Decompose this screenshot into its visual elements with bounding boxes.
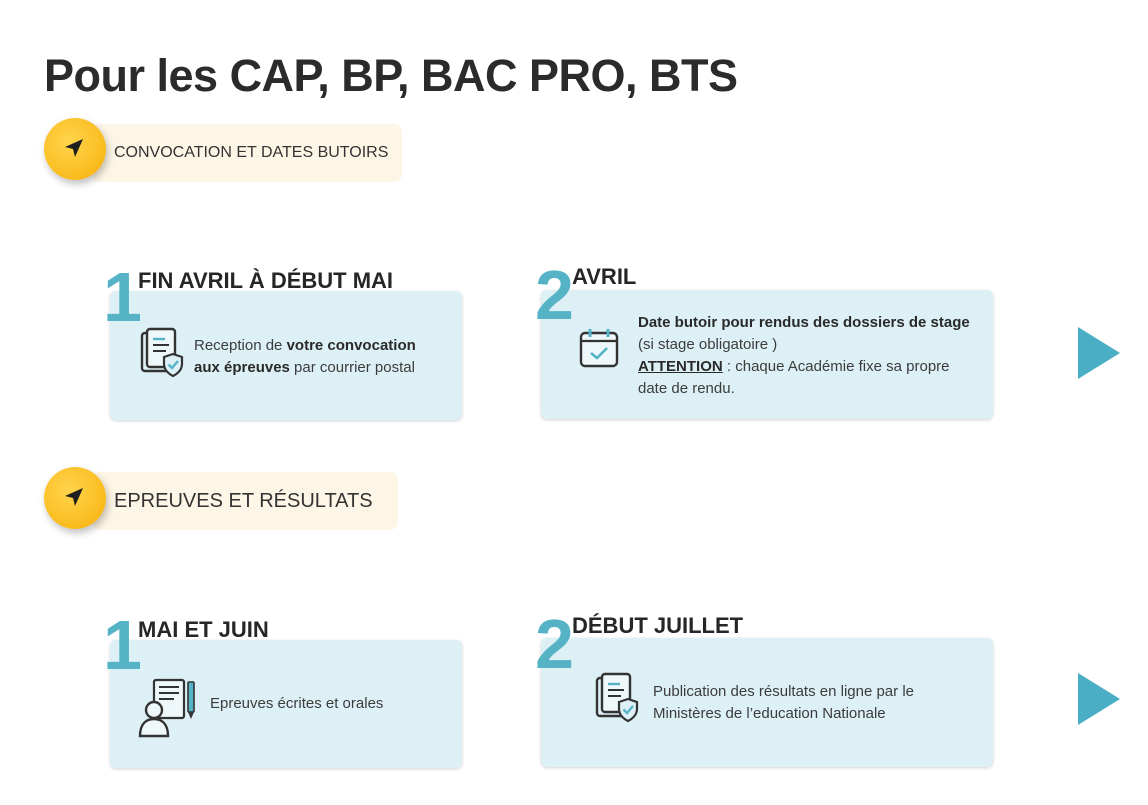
next-triangle-icon[interactable] <box>1078 673 1120 725</box>
section-badge <box>44 467 106 529</box>
document-shield-icon <box>138 327 186 379</box>
section-label: EPREUVES ET RÉSULTATS <box>114 490 373 512</box>
step-title: DÉBUT JUILLET <box>572 613 744 638</box>
step-title: FIN AVRIL À DÉBUT MAI <box>138 268 394 293</box>
step-number: 1 <box>103 258 142 336</box>
step-number: 1 <box>103 606 142 684</box>
step-description: Date butoir pour rendus des dossiers de stage (si stage obligatoire ) ATTENTION : chaque Académie fixe sa propre date de rendu. <box>638 314 970 397</box>
exam-person-icon <box>136 674 200 738</box>
next-triangle-icon[interactable] <box>1078 327 1120 379</box>
section-badge <box>44 118 106 180</box>
document-shield-icon <box>593 672 641 724</box>
page-title: Pour les CAP, BP, BAC PRO, BTS <box>44 50 738 101</box>
step-description: Publication des résultats en ligne par le Ministères de l’education Nationale <box>653 683 914 722</box>
section-header-epreuves <box>92 472 398 530</box>
step-description: Epreuves écrites et orales <box>210 695 384 712</box>
section-label: CONVOCATION ET DATES BUTOIRS <box>114 144 389 161</box>
pointer-arrow-icon <box>61 135 89 163</box>
step-number: 2 <box>535 256 574 334</box>
step-card <box>110 640 462 768</box>
step-description: Reception de votre convocation aux épreuves par courrier postal <box>194 337 416 376</box>
calendar-check-icon <box>577 326 621 370</box>
step-title: MAI ET JUIN <box>138 617 269 642</box>
step-title: AVRIL <box>572 264 637 289</box>
section-header-convocation <box>92 124 402 182</box>
pointer-arrow-icon <box>61 484 89 512</box>
step-card <box>110 291 462 420</box>
step-number: 2 <box>535 605 574 683</box>
step-card <box>541 638 993 767</box>
step-card <box>541 290 993 419</box>
